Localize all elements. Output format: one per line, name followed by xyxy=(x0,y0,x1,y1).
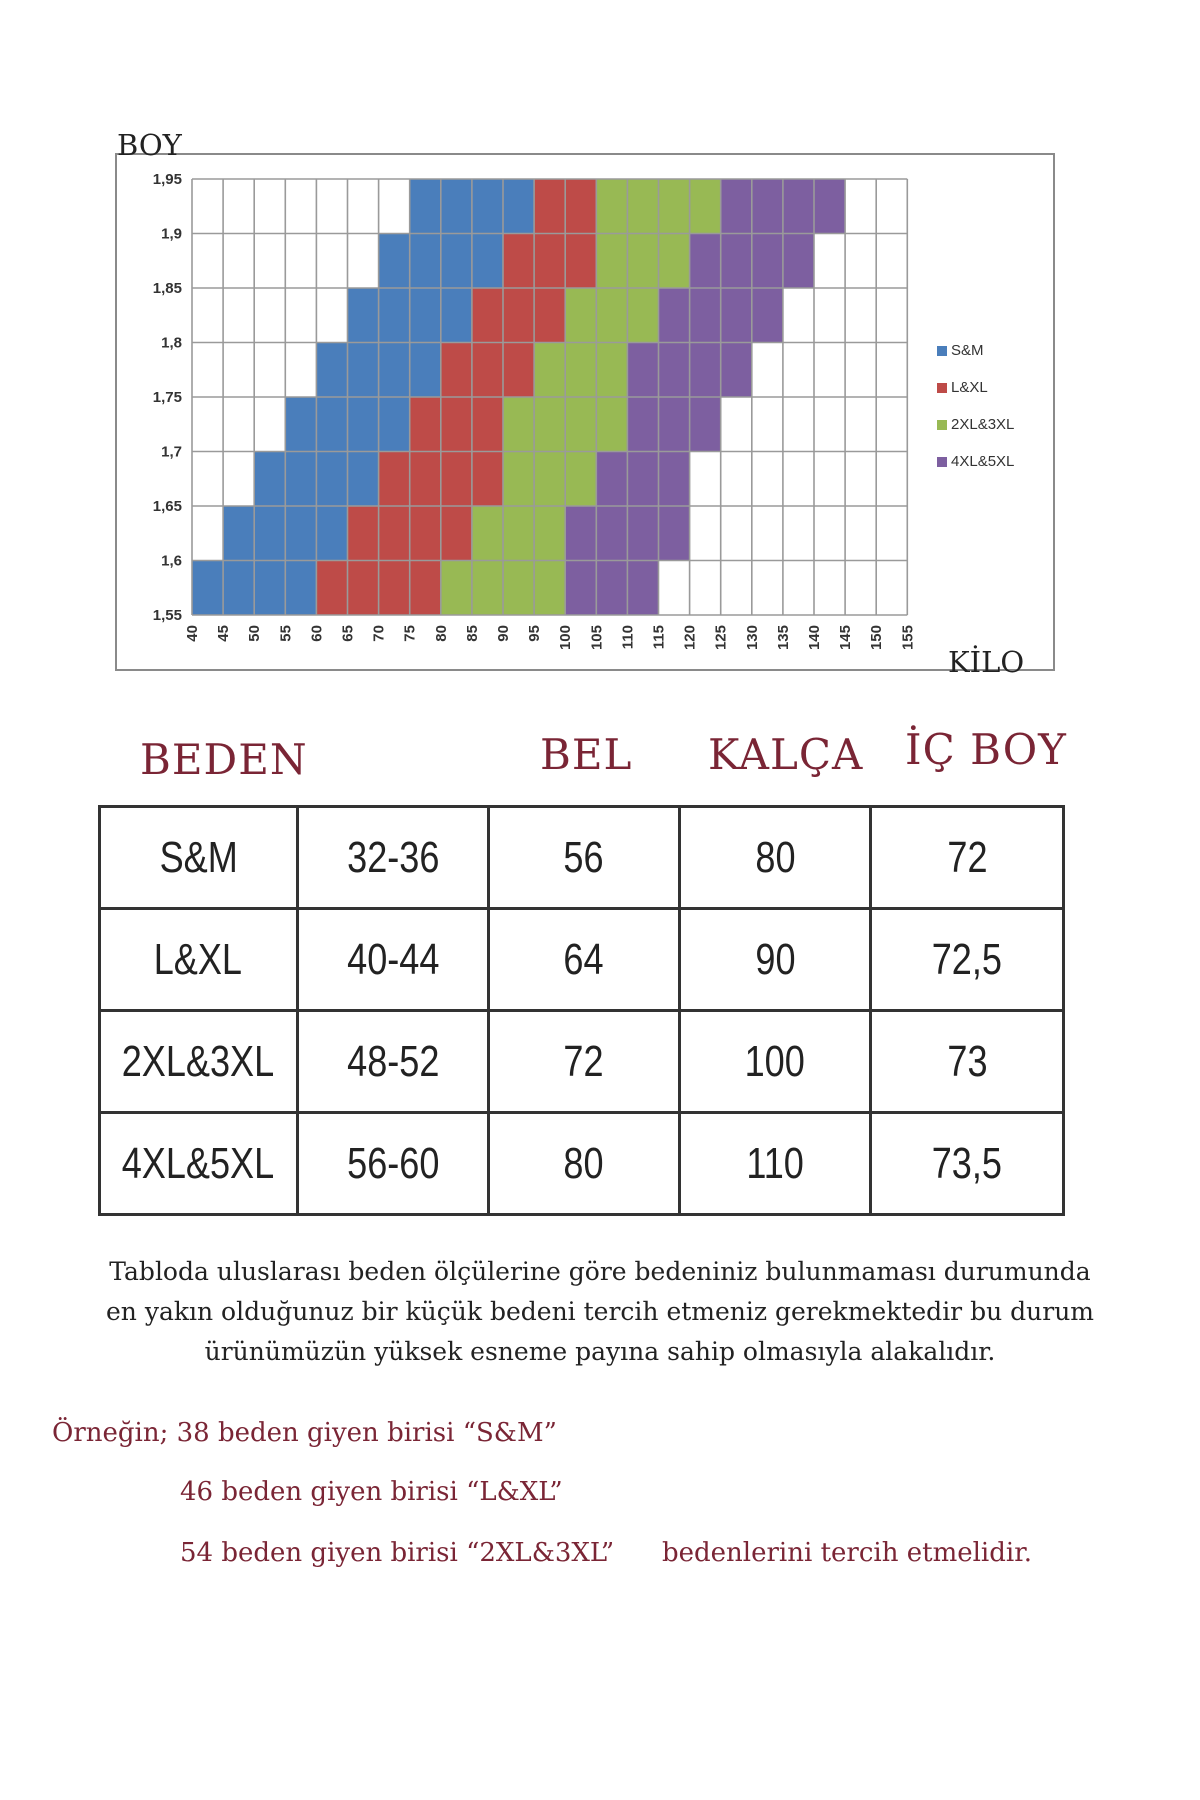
x-tick-label: 95 xyxy=(526,625,544,642)
chart-cell-l-xl xyxy=(316,561,347,616)
chart-cell-s-m xyxy=(379,343,410,398)
cell-bel: 72 xyxy=(488,1011,679,1113)
cell-beden: S&M xyxy=(100,807,298,909)
chart-cell-2xl-3xl xyxy=(565,397,596,452)
x-tick-label: 45 xyxy=(215,625,233,642)
chart-cell-2xl-3xl xyxy=(503,506,534,561)
legend-swatch xyxy=(937,420,947,430)
x-tick-label: 140 xyxy=(806,625,823,651)
chart-cell-s-m xyxy=(503,179,534,234)
chart-cell-2xl-3xl xyxy=(472,506,503,561)
chart-cell-l-xl xyxy=(441,397,472,452)
cell-ic-boy: 73 xyxy=(871,1011,1064,1113)
chart-cell-2xl-3xl xyxy=(503,561,534,616)
chart-cell-s-m xyxy=(223,506,254,561)
x-axis-title: KİLO xyxy=(948,645,1025,679)
cell-bel: 64 xyxy=(488,909,679,1011)
chart-cell-s-m xyxy=(348,343,379,398)
cell-kalca: 100 xyxy=(679,1011,871,1113)
chart-cell-4xl-5xl xyxy=(690,288,721,343)
table-row xyxy=(100,1113,1064,1215)
chart-cell-l-xl xyxy=(472,452,503,507)
header-bel: BEL xyxy=(540,730,633,779)
chart-cell-s-m xyxy=(254,561,285,616)
x-tick-label: 130 xyxy=(743,625,761,651)
chart-cell-4xl-5xl xyxy=(627,452,658,507)
chart-cell-4xl-5xl xyxy=(721,234,752,289)
chart-cell-l-xl xyxy=(441,452,472,507)
y-tick-label: 1,85 xyxy=(152,280,182,297)
x-tick-label: 55 xyxy=(277,625,295,642)
x-tick-label: 150 xyxy=(868,625,886,651)
chart-cell-s-m xyxy=(285,506,316,561)
chart-cell-l-xl xyxy=(410,506,441,561)
x-tick-label: 115 xyxy=(650,625,668,650)
chart-cell-l-xl xyxy=(348,506,379,561)
chart-cell-s-m xyxy=(410,288,441,343)
chart-cell-4xl-5xl xyxy=(659,288,690,343)
chart-cell-4xl-5xl xyxy=(721,179,752,234)
chart-cell-l-xl xyxy=(441,506,472,561)
chart-cell-4xl-5xl xyxy=(627,506,658,561)
chart-cell-s-m xyxy=(472,234,503,289)
y-tick-label: 1,8 xyxy=(161,334,182,352)
chart-cell-2xl-3xl xyxy=(534,452,565,507)
table-headers xyxy=(0,725,1200,795)
chart-cell-4xl-5xl xyxy=(659,397,690,452)
cell-beden: 4XL&5XL xyxy=(100,1113,298,1215)
y-tick-label: 1,7 xyxy=(161,443,182,461)
x-tick-label: 75 xyxy=(401,625,419,642)
cell-beden: L&XL xyxy=(100,909,298,1011)
legend-swatch xyxy=(937,383,947,393)
chart-cell-s-m xyxy=(441,234,472,289)
chart-cell-l-xl xyxy=(410,397,441,452)
chart-cell-2xl-3xl xyxy=(534,561,565,616)
cell-range: 40-44 xyxy=(297,909,488,1011)
chart-cell-s-m xyxy=(441,288,472,343)
note-line: en yakın olduğunuz bir küçük bedeni tercih etmeniz gerekmektedir bu durum xyxy=(105,1297,1094,1326)
chart-cell-s-m xyxy=(192,561,223,616)
cell-bel: 56 xyxy=(488,807,679,909)
chart-cell-2xl-3xl xyxy=(534,343,565,398)
chart-cell-s-m xyxy=(379,288,410,343)
cell-kalca: 110 xyxy=(679,1113,871,1215)
chart-cell-4xl-5xl xyxy=(659,452,690,507)
chart-cell-l-xl xyxy=(534,179,565,234)
x-tick-label: 110 xyxy=(619,625,637,650)
chart-cell-2xl-3xl xyxy=(627,288,658,343)
chart-cell-l-xl xyxy=(410,561,441,616)
chart-cell-2xl-3xl xyxy=(627,179,658,234)
chart-cell-s-m xyxy=(285,397,316,452)
chart-cell-4xl-5xl xyxy=(627,397,658,452)
example-line-3: 54 beden giyen birisi “2XL&3XL” xyxy=(180,1538,615,1568)
chart-cell-s-m xyxy=(472,179,503,234)
chart-cell-s-m xyxy=(410,343,441,398)
chart-cell-l-xl xyxy=(534,234,565,289)
chart-cell-2xl-3xl xyxy=(659,234,690,289)
chart-cell-4xl-5xl xyxy=(627,561,658,616)
chart-cell-l-xl xyxy=(503,343,534,398)
chart-cell-4xl-5xl xyxy=(659,343,690,398)
chart-cell-4xl-5xl xyxy=(721,343,752,398)
example-line-2: 46 beden giyen birisi “L&XL” xyxy=(180,1477,563,1507)
chart-cell-l-xl xyxy=(503,234,534,289)
example-line-3-suffix: bedenlerini tercih etmelidir. xyxy=(662,1538,1033,1568)
chart-cell-s-m xyxy=(348,397,379,452)
chart-cell-4xl-5xl xyxy=(690,397,721,452)
chart-cell-2xl-3xl xyxy=(596,288,627,343)
chart-cell-s-m xyxy=(285,452,316,507)
chart-cell-4xl-5xl xyxy=(596,452,627,507)
chart-cell-4xl-5xl xyxy=(690,234,721,289)
chart-cell-4xl-5xl xyxy=(752,234,783,289)
x-tick-label: 145 xyxy=(837,625,855,651)
chart-cell-l-xl xyxy=(379,561,410,616)
chart-cell-2xl-3xl xyxy=(534,397,565,452)
chart-cell-2xl-3xl xyxy=(534,506,565,561)
chart-cell-s-m xyxy=(316,506,347,561)
cell-ic-boy: 72 xyxy=(871,807,1064,909)
size-chart xyxy=(115,153,1055,671)
chart-cell-s-m xyxy=(316,452,347,507)
chart-cell-4xl-5xl xyxy=(783,234,814,289)
x-tick-label: 135 xyxy=(774,625,792,651)
chart-cell-2xl-3xl xyxy=(627,234,658,289)
cell-ic-boy: 72,5 xyxy=(871,909,1064,1011)
legend-label: S&M xyxy=(951,342,984,359)
chart-cell-2xl-3xl xyxy=(596,234,627,289)
chart-cell-s-m xyxy=(348,288,379,343)
header-beden: BEDEN xyxy=(140,735,308,784)
chart-cell-4xl-5xl xyxy=(596,506,627,561)
legend-swatch xyxy=(937,346,947,356)
chart-cell-2xl-3xl xyxy=(503,397,534,452)
chart-cell-2xl-3xl xyxy=(596,179,627,234)
cell-range: 48-52 xyxy=(297,1011,488,1113)
chart-cell-2xl-3xl xyxy=(690,179,721,234)
x-tick-label: 85 xyxy=(463,625,481,642)
x-tick-label: 155 xyxy=(899,625,917,651)
size-note xyxy=(0,1252,1200,1372)
x-tick-label: 60 xyxy=(308,625,326,642)
x-tick-label: 125 xyxy=(712,625,730,651)
chart-cell-s-m xyxy=(379,234,410,289)
chart-cell-l-xl xyxy=(565,179,596,234)
chart-cell-s-m xyxy=(410,179,441,234)
x-tick-label: 65 xyxy=(339,625,357,642)
note-line: Tabloda uluslarası beden ölçülerine göre bedeniniz bulunmaması durumunda xyxy=(109,1257,1091,1286)
chart-cell-2xl-3xl xyxy=(659,179,690,234)
chart-cell-s-m xyxy=(254,506,285,561)
chart-cell-4xl-5xl xyxy=(690,343,721,398)
header-kalca: KALÇA xyxy=(708,730,864,779)
y-tick-label: 1,6 xyxy=(161,552,182,570)
cell-range: 32-36 xyxy=(297,807,488,909)
chart-cell-4xl-5xl xyxy=(814,179,845,234)
chart-cell-2xl-3xl xyxy=(596,343,627,398)
y-tick-label: 1,55 xyxy=(152,607,182,624)
x-tick-label: 80 xyxy=(432,625,450,642)
chart-cell-4xl-5xl xyxy=(659,506,690,561)
legend-label: L&XL xyxy=(951,379,988,396)
chart-cell-l-xl xyxy=(379,506,410,561)
chart-cell-4xl-5xl xyxy=(565,506,596,561)
chart-cell-4xl-5xl xyxy=(721,288,752,343)
example-line-1: Örneğin; 38 beden giyen birisi “S&M” xyxy=(52,1418,557,1448)
chart-cell-l-xl xyxy=(534,288,565,343)
chart-cell-l-xl xyxy=(472,397,503,452)
chart-cell-4xl-5xl xyxy=(752,288,783,343)
table-row xyxy=(100,807,1064,909)
legend-swatch xyxy=(937,457,947,467)
chart-cell-4xl-5xl xyxy=(752,179,783,234)
x-tick-label: 90 xyxy=(495,625,512,642)
x-tick-label: 50 xyxy=(246,625,264,642)
cell-kalca: 80 xyxy=(679,807,871,909)
chart-cell-l-xl xyxy=(565,234,596,289)
chart-cell-2xl-3xl xyxy=(503,452,534,507)
y-tick-label: 1,75 xyxy=(152,389,182,406)
table-row xyxy=(100,909,1064,1011)
chart-cell-s-m xyxy=(348,452,379,507)
cell-ic-boy: 73,5 xyxy=(871,1113,1064,1215)
y-tick-label: 1,65 xyxy=(152,498,182,515)
chart-cell-4xl-5xl xyxy=(627,343,658,398)
chart-cell-l-xl xyxy=(410,452,441,507)
chart-cell-2xl-3xl xyxy=(565,288,596,343)
x-tick-label: 40 xyxy=(184,625,201,642)
chart-cell-l-xl xyxy=(472,288,503,343)
chart-cell-s-m xyxy=(316,343,347,398)
chart-cell-l-xl xyxy=(379,452,410,507)
x-tick-label: 70 xyxy=(370,625,388,642)
legend-label: 4XL&5XL xyxy=(951,453,1015,470)
chart-cell-s-m xyxy=(285,561,316,616)
chart-cell-2xl-3xl xyxy=(596,397,627,452)
chart-cell-s-m xyxy=(441,179,472,234)
x-tick-label: 105 xyxy=(588,625,606,651)
chart-cell-s-m xyxy=(316,397,347,452)
chart-cell-4xl-5xl xyxy=(565,561,596,616)
chart-cell-2xl-3xl xyxy=(565,343,596,398)
chart-cell-l-xl xyxy=(472,343,503,398)
header-ic-boy: İÇ BOY xyxy=(905,725,1067,774)
chart-cell-2xl-3xl xyxy=(472,561,503,616)
x-tick-label: 100 xyxy=(557,625,575,651)
y-tick-label: 1,95 xyxy=(152,171,182,188)
size-chart-svg xyxy=(117,155,1053,669)
chart-cell-s-m xyxy=(379,397,410,452)
x-tick-label: 120 xyxy=(681,625,699,651)
legend-label: 2XL&3XL xyxy=(951,416,1015,433)
chart-cell-4xl-5xl xyxy=(783,179,814,234)
chart-cell-2xl-3xl xyxy=(441,561,472,616)
cell-bel: 80 xyxy=(488,1113,679,1215)
cell-range: 56-60 xyxy=(297,1113,488,1215)
chart-cell-s-m xyxy=(223,561,254,616)
cell-kalca: 90 xyxy=(679,909,871,1011)
note-line: ürünümüzün yüksek esneme payına sahip olmasıyla alakalıdır. xyxy=(204,1337,996,1366)
y-tick-label: 1,9 xyxy=(161,225,182,243)
chart-cell-l-xl xyxy=(503,288,534,343)
table-row xyxy=(100,1011,1064,1113)
chart-cell-s-m xyxy=(410,234,441,289)
chart-cell-4xl-5xl xyxy=(596,561,627,616)
chart-cell-s-m xyxy=(254,452,285,507)
chart-cell-l-xl xyxy=(348,561,379,616)
chart-cell-2xl-3xl xyxy=(565,452,596,507)
y-axis-title: BOY xyxy=(117,128,182,162)
size-table xyxy=(98,805,1065,1216)
chart-cell-l-xl xyxy=(441,343,472,398)
cell-beden: 2XL&3XL xyxy=(100,1011,298,1113)
